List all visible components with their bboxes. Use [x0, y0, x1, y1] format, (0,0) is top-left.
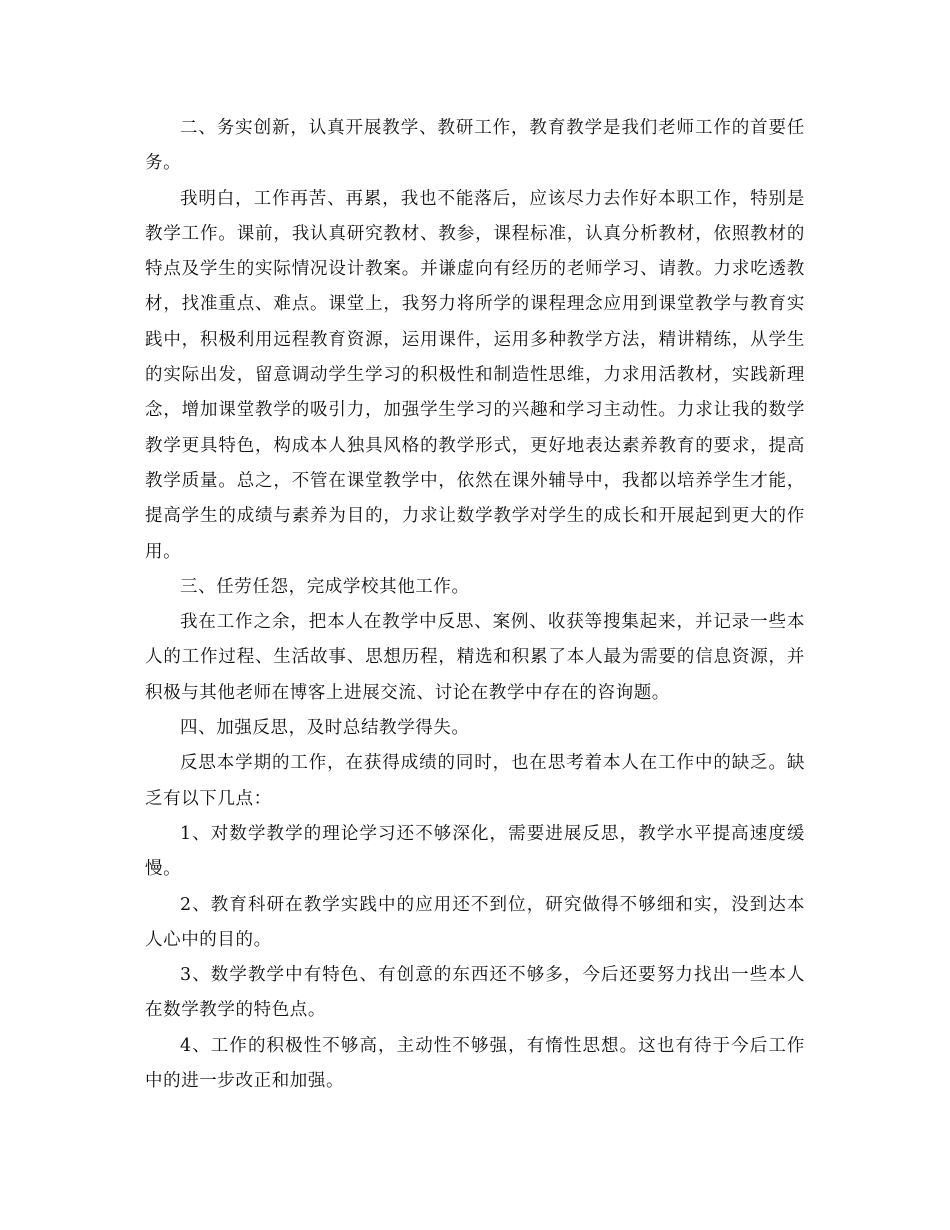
paragraph-reflection: 反思本学期的工作，在获得成绩的同时，也在思考着本人在工作中的缺乏。缺乏有以下几点：	[145, 753, 805, 809]
list-item-shortcoming-2: 2、教育科研在教学实践中的应用还不到位，研究做得不够细和实，没到达本人心中的目的。	[145, 894, 805, 950]
paragraph-teaching-work: 我明白，工作再苦、再累，我也不能落后，应该尽力去作好本职工作，特别是教学工作。课前，我认真研究教材、教参，课程标准，认真分析教材，依照教材的特点及学生的实际情况设计教案。并谦虚向有经历的老师学习、请教。力求吃透教材，找准重点、难点。课堂上，我努力将所学的课程理念应用到课堂教学与教育实践中，积极利用远程教育资源，运用课件，运用多种教学方法，精讲精练，从学生的实际出发，留意调动学生学习的积极性和制造性思维，力求用活教材，实践新理念，增加课堂教学的吸引力，加强学生学习的兴趣和学习主动性。力求让我的数学教学更具特色，构成本人独具风格的教学形式，更好地表达素养教育的要求，提高教学质量。总之，不管在课堂教学中，依然在课外辅导中，我都以培养学生才能，提高学生的成绩与素养为目的，力求让数学教学对学生的成长和开展起到更大的作用。	[145, 188, 805, 562]
paragraph-other-work: 我在工作之余，把本人在教学中反思、案例、收获等搜集起来，并记录一些本人的工作过程、生活故事、思想历程，精选和积累了本人最为需要的信息资源，并积极与其他老师在博客上进展交流、讨论在教学中存在的咨询题。	[145, 612, 805, 703]
heading-section-three: 三、任劳任怨，完成学校其他工作。	[180, 576, 470, 597]
document-page	[145, 111, 805, 1099]
list-item-shortcoming-1: 1、对数学教学的理论学习还不够深化，需要进展反思，教学水平提高速度缓慢。	[145, 823, 805, 880]
list-item-shortcoming-4: 4、工作的积极性不够高，主动性不够强，有惰性思想。这也有待于今后工作中的进一步改正和加强。	[145, 1035, 805, 1092]
heading-section-four: 四、加强反思，及时总结教学得失。	[180, 718, 470, 739]
heading-section-two: 二、务实创新，认真开展教学、教研工作，教育教学是我们老师工作的首要任务。	[145, 118, 805, 174]
list-item-shortcoming-3: 3、数学教学中有特色、有创意的东西还不够多，今后还要努力找出一些本人在数学教学的特色点。	[145, 965, 805, 1021]
